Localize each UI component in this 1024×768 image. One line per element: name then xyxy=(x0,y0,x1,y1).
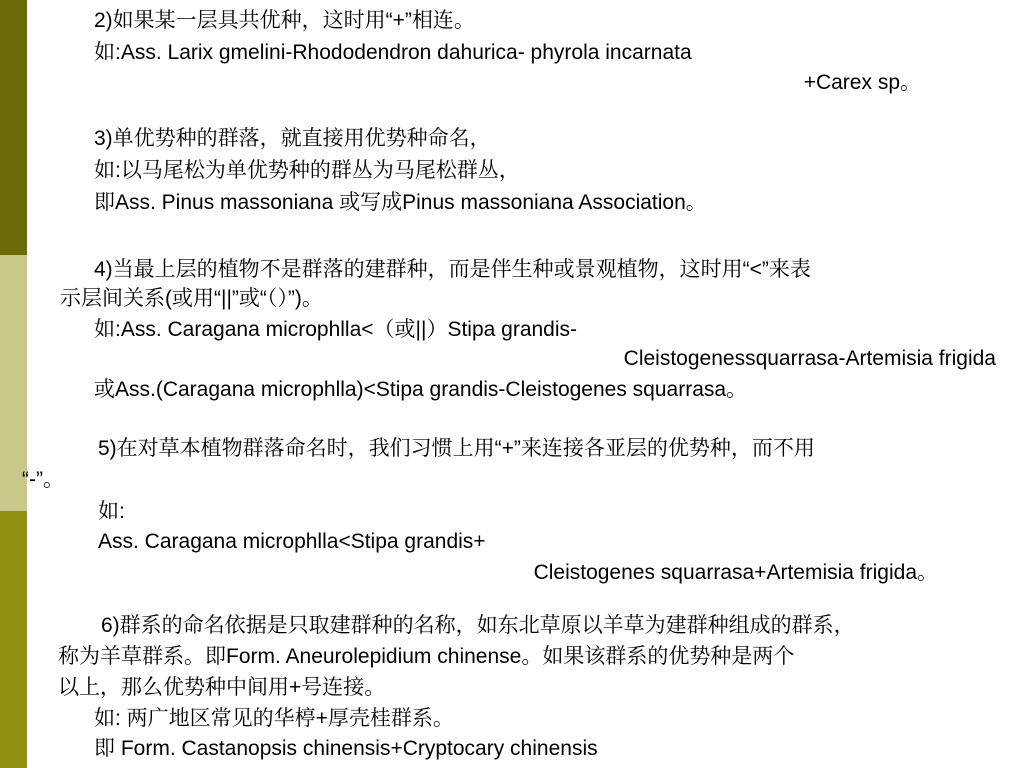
section-5-example-label: 如: xyxy=(98,500,125,523)
section-4-alternative: 或Ass.(Caragana microphlla)<Stipa grandis-Cleistogenes squarrasa。 xyxy=(94,378,748,401)
section-5-example: Ass. Caragana microphlla<Stipa grandis+ xyxy=(98,530,486,553)
sidebar-band-olive xyxy=(0,511,27,768)
section-6-heading-cont: 称为羊草群系。即Form. Aneurolepidium chinense。如果该群系的优势种是两个 xyxy=(58,645,795,668)
section-6-form-name: 即 Form. Castanopsis chinensis+Cryptocary chinensis xyxy=(94,737,598,760)
section-5-example-cont: Cleistogenes squarrasa+Artemisia frigida。 xyxy=(533,561,938,584)
section-2-example-cont: +Carex sp。 xyxy=(803,71,921,94)
section-5-heading: 5)在对草本植物群落命名时，我们习惯上用“+”来连接各亚层的优势种，而不用 xyxy=(98,437,815,460)
section-6-heading-cont-2: 以上，那么优势种中间用+号连接。 xyxy=(58,676,386,699)
section-4-example: 如:Ass. Caragana microphlla<（或||）Stipa grandis- xyxy=(94,318,578,341)
section-3-heading: 3)单优势种的群落，就直接用优势种命名， xyxy=(94,127,491,150)
section-6-example: 如: 两广地区常见的华楟+厚壳桂群系。 xyxy=(94,707,454,730)
sidebar-band-dark xyxy=(0,0,27,255)
section-6-heading: 6)群系的命名依据是只取建群种的名称，如东北草原以羊草为建群种组成的群系， xyxy=(101,614,855,637)
section-2-heading: 2)如果某一层具共优种，这时用“+”相连。 xyxy=(94,9,475,32)
section-3-equivalent: 即Ass. Pinus massoniana 或写成Pinus massoniana Association。 xyxy=(94,191,707,214)
section-4-example-cont: Cleistogenessquarrasa-Artemisia frigida xyxy=(623,347,996,370)
section-4-heading: 4)当最上层的植物不是群落的建群种，而是伴生种或景观植物，这时用“<”来表 xyxy=(94,258,811,281)
section-3-example: 如:以马尾松为单优势种的群丛为马尾松群丛， xyxy=(94,159,520,182)
section-5-heading-cont: “-”。 xyxy=(22,468,64,491)
section-4-heading-cont: 示层间关系(或用“||”或“（）”)。 xyxy=(60,287,323,310)
section-2-example: 如:Ass. Larix gmelini-Rhododendron dahurica- phyrola incarnata xyxy=(94,41,692,64)
